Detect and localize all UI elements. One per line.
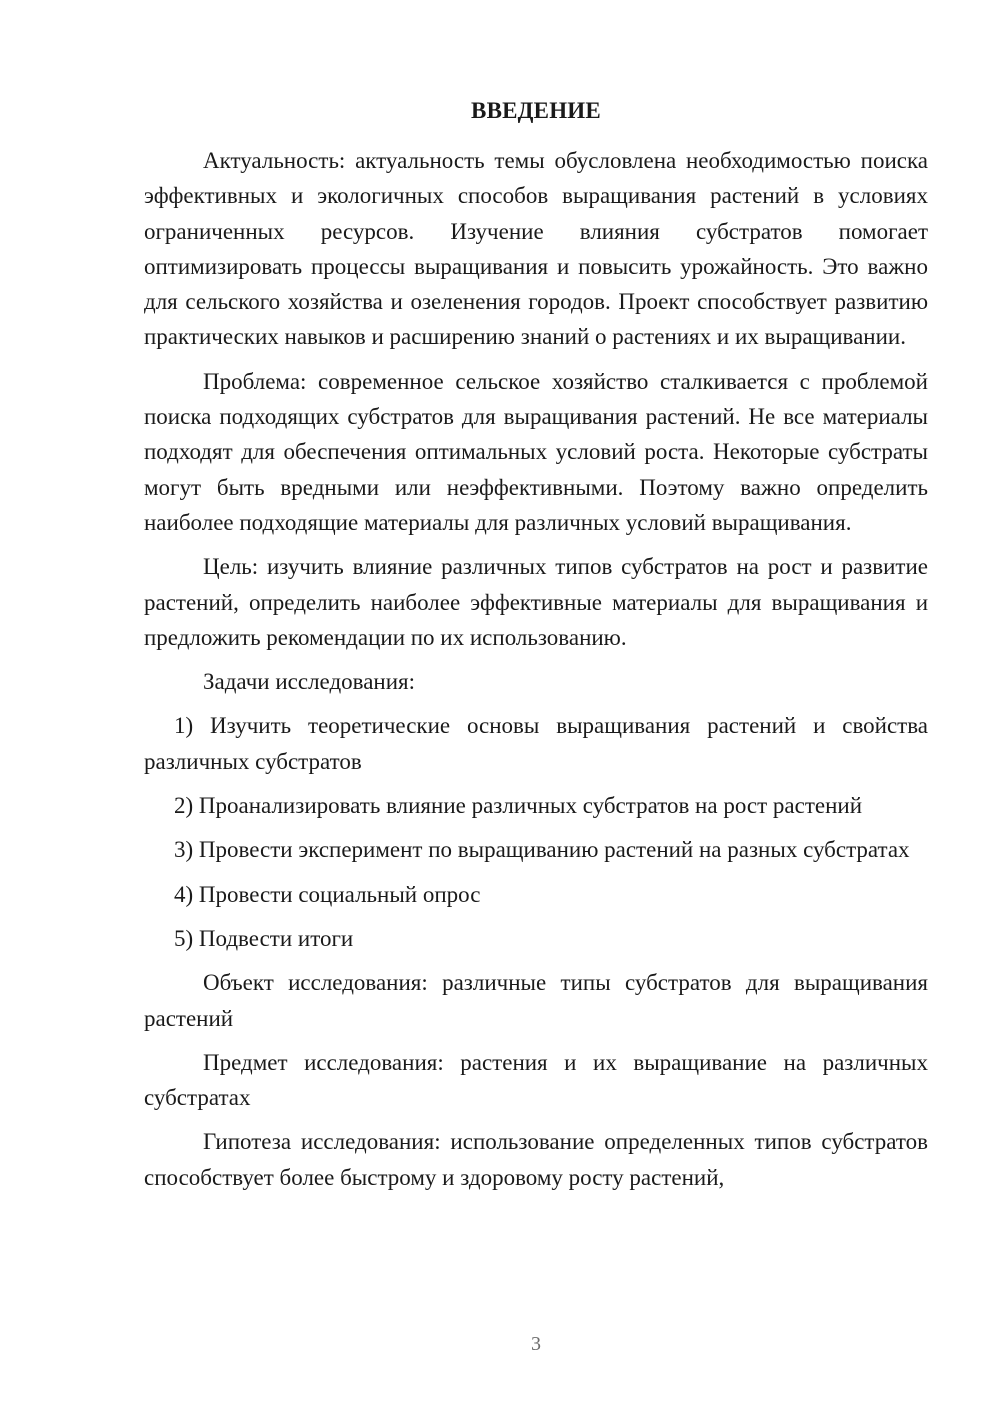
task-item: 5) Подвести итоги	[174, 925, 354, 951]
document-body	[144, 143, 928, 1195]
task-item: 4) Провести социальный опрос	[174, 881, 481, 907]
task-item: 2) Проанализировать влияние различных субстратов на рост растений	[174, 793, 863, 819]
paragraph-relevance: Актуальность: актуальность темы обусловлена необходимостью поиска эффективных и экологичных способов выращивания растений в условиях ограниченных ресурсов. Изучение влияния субстратов помогает оптимизировать процессы выращивания и повысить урожайность. Это важно для сельского хозяйства и озеленения городов. Проект способствует развитию практических навыков и расширению знаний о растениях и их выращивании.	[144, 148, 928, 350]
tasks-heading: Задачи исследования:	[203, 669, 416, 695]
page-number: 3	[531, 1333, 541, 1355]
task-item: 1) Изучить теоретические основы выращивания растений и свойства различных субстратов	[144, 713, 928, 774]
paragraph-subject: Предмет исследования: растения и их выращивание на различных субстратах	[144, 1049, 928, 1111]
task-item: 3) Провести эксперимент по выращиванию растений на разных субстратах	[174, 837, 910, 863]
paragraph-object: Объект исследования: различные типы субстратов для выращивания растений	[144, 970, 928, 1031]
page-title: ВВЕДЕНИЕ	[471, 98, 601, 123]
paragraph-problem: Проблема: современное сельское хозяйство сталкивается с проблемой поиска подходящих субстратов для выращивания растений. Не все материалы подходят для обеспечения оптимальных условий роста. Некоторые субстраты могут быть вредными или неэффективными. Поэтому важно определить наиболее подходящие материалы для различных условий выращивания.	[144, 368, 928, 535]
paragraph-goal: Цель: изучить влияние различных типов субстратов на рост и развитие растений, определить наиболее эффективные материалы для выращивания и предложить рекомендации по их использованию.	[144, 554, 928, 650]
paragraph-hypothesis: Гипотеза исследования: использование определенных типов субстратов способствует более быстрому и здоровому росту растений,	[144, 1129, 928, 1190]
